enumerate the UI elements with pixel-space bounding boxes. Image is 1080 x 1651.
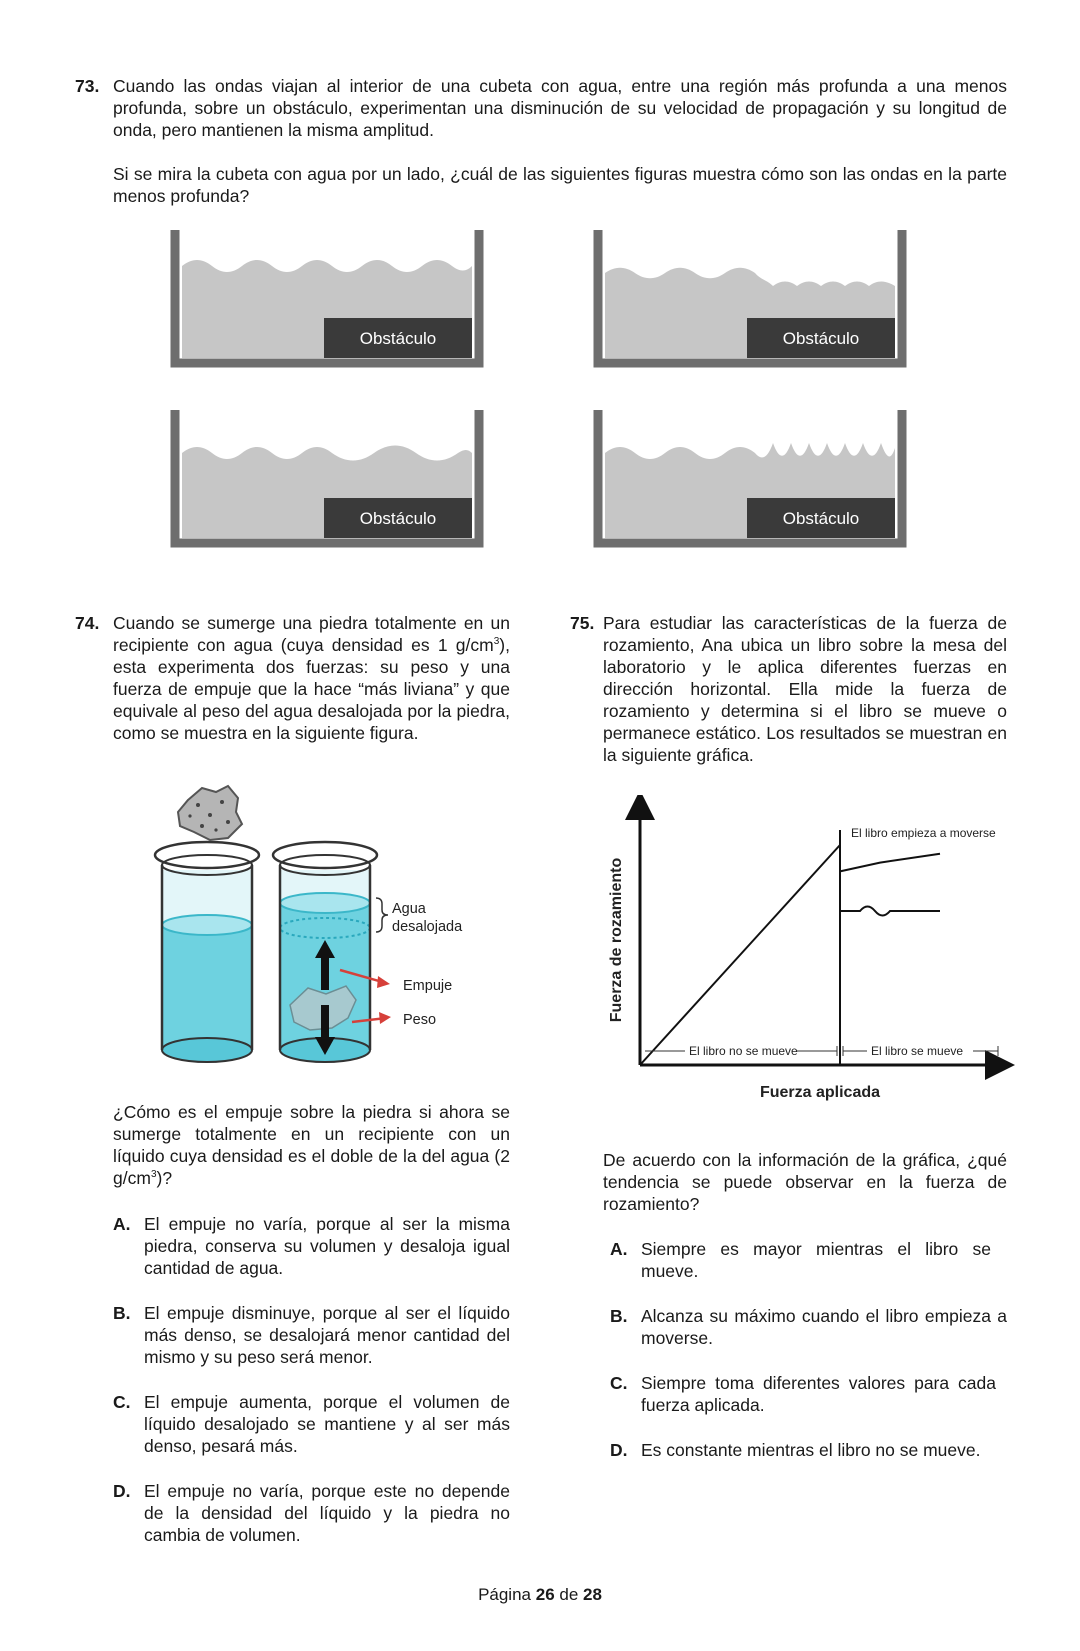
- q74-option-a-letter: A.: [113, 1214, 131, 1234]
- label-agua: Agua: [392, 901, 426, 917]
- q74-option-b-letter: B.: [113, 1303, 131, 1323]
- annotation-starts-moving: El libro empieza a moverse: [851, 826, 996, 840]
- q74-option-a[interactable]: El empuje no varía, porque al ser la misma piedra, conserva su volumen y desaloja igual cantidad de agua.: [144, 1214, 510, 1278]
- annotation-not-moving: El libro no se mueve: [689, 1044, 798, 1058]
- q74-option-b[interactable]: El empuje disminuye, porque al ser el líquido más denso, se desalojará menor cantidad del mismo y su peso será menor.: [144, 1303, 510, 1367]
- q74-option-d[interactable]: El empuje no varía, porque este no depende de la densidad del líquido y la piedra no cambia de volumen.: [144, 1481, 510, 1545]
- kinetic-friction-line: [840, 907, 940, 916]
- q75-option-d[interactable]: Es constante mientras el libro no se mueve.: [641, 1440, 981, 1460]
- static-friction-line: [640, 845, 840, 1065]
- obstacle-label: Obstáculo: [359, 509, 437, 528]
- q73-statement: Cuando las ondas viajan al interior de una cubeta con agua, entre una región más profunda a una menos profunda, sobre un obstáculo, experimentan una disminución de su velocidad de propagación y su longitud de onda, pero mantienen la misma amplitud.: [113, 76, 1007, 140]
- question-number-75: 75.: [570, 613, 595, 633]
- q74-option-d-letter: D.: [113, 1481, 131, 1501]
- friction-after-motion-line: [840, 854, 940, 872]
- obstacle-label: Obstáculo: [359, 329, 437, 348]
- page-footer: Página 26 de 28: [478, 1585, 602, 1604]
- question-number-73: 73.: [75, 76, 100, 96]
- label-peso: Peso: [403, 1012, 437, 1028]
- tank-figure-a: [170, 228, 490, 370]
- x-axis-label: Fuerza aplicada: [759, 1084, 881, 1101]
- q74-option-c-letter: C.: [113, 1392, 131, 1412]
- q75-option-d-letter: D.: [610, 1440, 628, 1460]
- beaker-right: [273, 842, 377, 1062]
- label-desalojada: desalojada: [392, 919, 463, 935]
- q75-question: De acuerdo con la información de la gráfica, ¿qué tendencia se puede observar en la fuerza de rozamiento?: [603, 1150, 1007, 1214]
- q74-statement: Cuando se sumerge una piedra totalmente en un recipiente con agua (cuya densidad es 1 $g/cm^3$), esta experimenta dos fuerzas: su peso y una fuerza de empuje que la hace “más liviana” y que equivale al peso del agua desalojada por la piedra, como se muestra en la siguiente figura.: [113, 613, 510, 743]
- q75-option-b[interactable]: Alcanza su máximo cuando el libro empieza a moverse.: [641, 1306, 1007, 1348]
- q75-option-a[interactable]: Siempre es mayor mientras el libro se mueve.: [641, 1239, 991, 1281]
- label-empuje: Empuje: [403, 978, 453, 994]
- friction-chart: [605, 795, 1025, 1105]
- q73-question: Si se mira la cubeta con agua por un lado, ¿cuál de las siguientes figuras muestra cómo son las ondas en la parte menos profunda?: [113, 164, 1007, 206]
- tank-figure-d: [593, 408, 913, 550]
- q75-option-c[interactable]: Siempre toma diferentes valores para cada fuerza aplicada.: [641, 1373, 996, 1415]
- buoyancy-figure: [150, 780, 490, 1080]
- q75-option-c-letter: C.: [610, 1373, 628, 1393]
- q75-option-a-letter: A.: [610, 1239, 628, 1259]
- tank-figure-c: [170, 408, 490, 550]
- q74-question: ¿Cómo es el empuje sobre la piedra si ahora se sumerge totalmente en un recipiente con un líquido cuya densidad es el doble de la del agua (2 $g/cm^3$)?: [113, 1102, 510, 1188]
- q74-option-c[interactable]: El empuje aumenta, porque el volumen de líquido desalojado se mantiene y al ser más denso, pesará más.: [144, 1392, 510, 1456]
- question-number-74: 74.: [75, 613, 100, 633]
- y-axis-label: Fuerza de rozamiento: [608, 857, 625, 1023]
- tank-figure-b: [593, 228, 913, 370]
- obstacle-label: Obstáculo: [782, 329, 860, 348]
- beaker-left: [155, 842, 259, 1062]
- annotation-moving: El libro se mueve: [871, 1044, 964, 1058]
- q75-option-b-letter: B.: [610, 1306, 628, 1326]
- obstacle-label: Obstáculo: [782, 509, 860, 528]
- q75-statement: Para estudiar las características de la fuerza de rozamiento, Ana ubica un libro sobre la mesa del laboratorio y le aplica diferentes fuerzas en dirección horizontal. Ella mide la fuerza de rozamiento y determina si el libro se mueve o permanece estático. Los resultados se muestran en la siguiente gráfica.: [603, 613, 1007, 765]
